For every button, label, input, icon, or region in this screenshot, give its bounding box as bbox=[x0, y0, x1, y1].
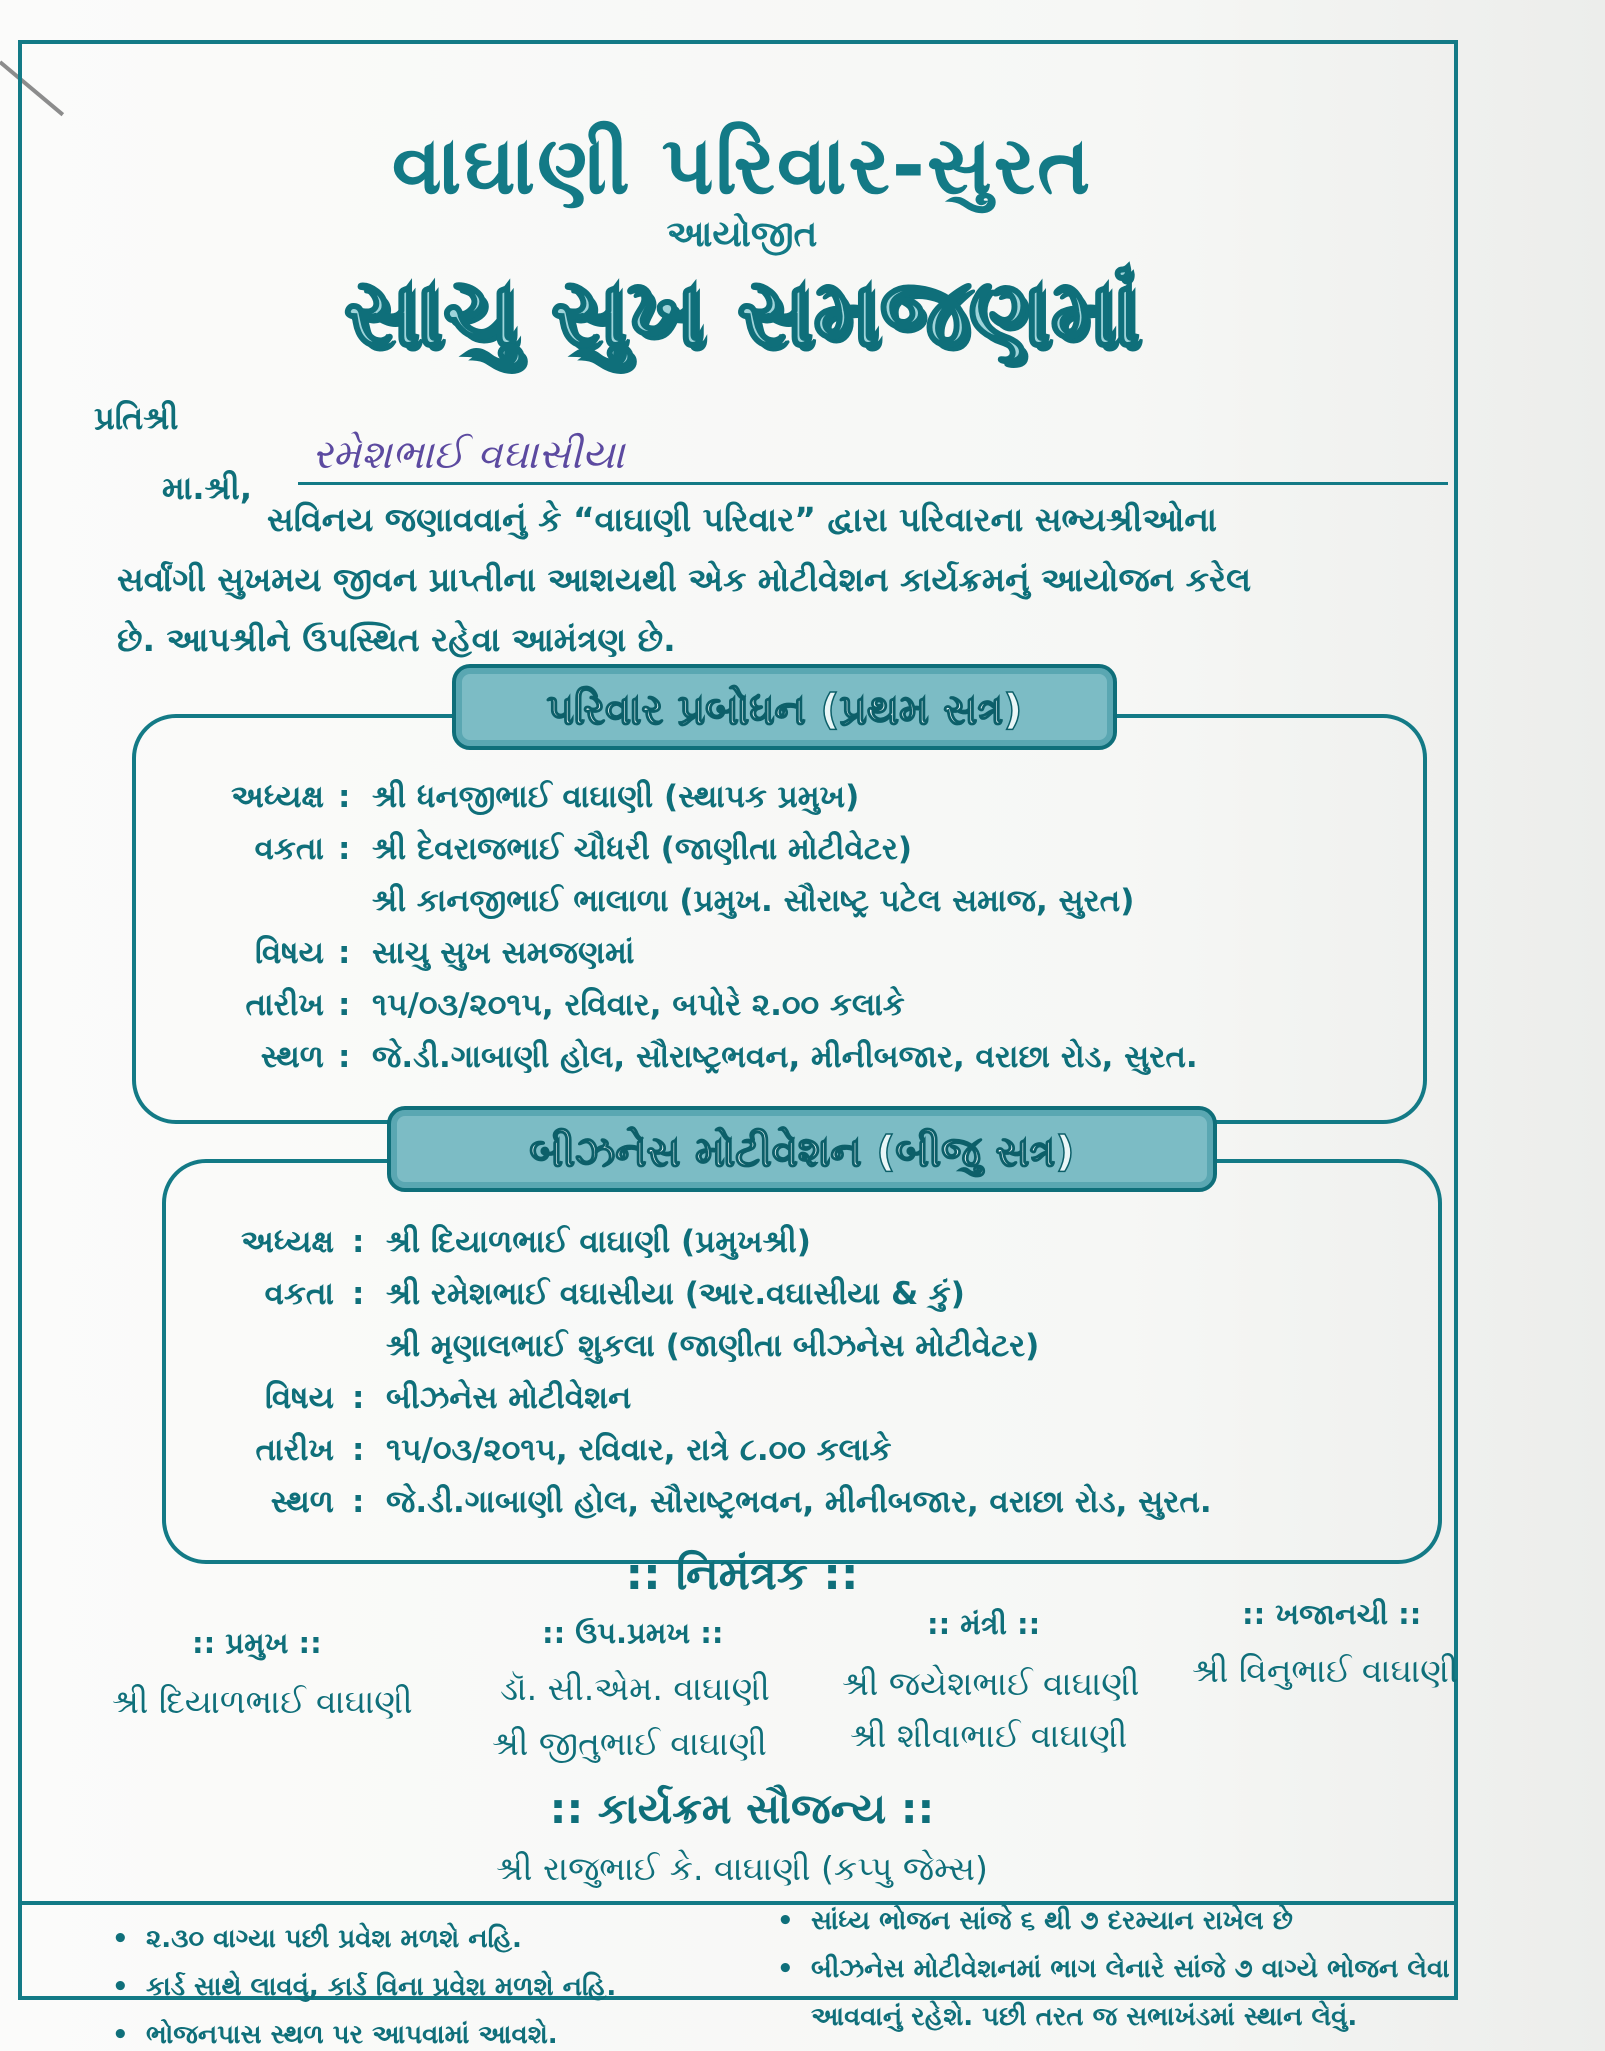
note-left-3 bbox=[112, 2020, 558, 2051]
row-value: જે.ડી.ગાબાણી હોલ, સૌરાષ્ટ્રભવન, મીનીબજાર, વરાછા રોડ, સુરત. bbox=[372, 1039, 1198, 1075]
row-colon: : bbox=[338, 831, 351, 867]
note-text: આવવાનું રહેશે. પછી તરત જ સભાખંડમાં સ્થાન લેવું. bbox=[811, 2002, 1358, 2032]
row-colon: : bbox=[352, 1432, 365, 1468]
note-left-1 bbox=[112, 1924, 522, 1955]
note-right-3 bbox=[811, 2002, 1357, 2033]
invitation-text bbox=[117, 490, 1457, 670]
president-name: શ્રી દિયાળભાઈ વાઘાણી bbox=[112, 1682, 413, 1721]
row-value: શ્રી દિયાળભાઈ વાઘાણી (પ્રમુખશ્રી) bbox=[386, 1224, 811, 1260]
note-text: બીઝનેસ મોટીવેશનમાં ભાગ લેનારે સાંજે ૭ વાગ્યે ભોજન લેવા bbox=[811, 1954, 1450, 1984]
row-label: સ્થળ bbox=[260, 1039, 324, 1075]
row-label: તારીખ bbox=[245, 987, 324, 1023]
row-label: વિષય bbox=[254, 935, 324, 971]
note-text: કાર્ડ સાથે લાવવું, કાર્ડ વિના પ્રવેશ મળશે નહિ. bbox=[146, 1972, 617, 2002]
note-text: ભોજનપાસ સ્થળ પર આપવામાં આવશે. bbox=[146, 2020, 558, 2050]
note-text: ૨.૩૦ વાગ્યા પછી પ્રવેશ મળશે નહિ. bbox=[146, 1924, 522, 1954]
row-colon: : bbox=[338, 935, 351, 971]
bullet: • bbox=[112, 1924, 129, 1954]
row-value: બીઝનેસ મોટીવેશન bbox=[386, 1380, 632, 1416]
row-colon: : bbox=[338, 987, 351, 1023]
row-label: વકતા bbox=[264, 1276, 334, 1312]
row-colon: : bbox=[352, 1276, 365, 1312]
row-colon: : bbox=[338, 779, 351, 815]
row-value: શ્રી રમેશભાઈ વઘાસીયા (આર.વઘાસીયા & કું) bbox=[386, 1276, 965, 1312]
row-label: સ્થળ bbox=[270, 1484, 334, 1520]
row-value: સાચુ સુખ સમજણમાં bbox=[372, 935, 635, 971]
row-colon: : bbox=[352, 1224, 365, 1260]
row-value: શ્રી કાનજીભાઈ ભાલાળા (પ્રમુખ. સૌરાષ્ટ્ર પટેલ સમાજ, સુરત) bbox=[372, 883, 1135, 919]
organizer-name: વાઘાણી પરિવાર-સુરત bbox=[391, 119, 1093, 212]
intro-line-1: સવિનય જણાવવાનું કે “વાઘાણી પરિવાર” દ્વારા પરિવારના સભ્યશ્રીઓના bbox=[267, 500, 1217, 539]
row-label: વકતા bbox=[254, 831, 324, 867]
bullet: • bbox=[777, 1906, 794, 1936]
note-right-2 bbox=[777, 1954, 1450, 1985]
row-label: તારીખ bbox=[255, 1432, 334, 1468]
organized-by-label: આયોજીત bbox=[666, 214, 818, 255]
row-label: વિષય bbox=[264, 1380, 334, 1416]
vice-president-1: ડૉ. સી.એમ. વાઘાણી bbox=[500, 1669, 770, 1708]
secretary-role: :: મંત્રી :: bbox=[927, 1607, 1041, 1641]
intro-line-3: છે. આપશ્રીને ઉપસ્થિત રહેવા આમંત્રણ છે. bbox=[117, 620, 676, 659]
row-value: શ્રી મૃણાલભાઈ શુકલા (જાણીતા બીઝનેસ મોટીવેટર) bbox=[386, 1328, 1040, 1364]
row-colon: : bbox=[338, 1039, 351, 1075]
intro-line-2: સર્વાંગી સુખમય જીવન પ્રાપ્તીના આશયથી એક મોટીવેશન કાર્યક્રમનું આયોજન કરેલ bbox=[117, 560, 1252, 599]
sponsor-name: શ્રી રાજુભાઈ કે. વાઘાણી (કપ્પુ જેમ્સ) bbox=[496, 1849, 988, 1888]
to-label: પ્રતિશ્રી bbox=[94, 399, 179, 437]
note-text: સાંધ્ય ભોજન સાંજે ૬ થી ૭ દરમ્યાન રાખેલ છે bbox=[811, 1906, 1293, 1936]
row-value: શ્રી દેવરાજભાઈ ચૌધરી (જાણીતા મોટીવેટર) bbox=[372, 831, 913, 867]
vice-president-2: શ્રી જીતુભાઈ વાઘાણી bbox=[492, 1724, 767, 1763]
sponsor-heading: :: કાર્યક્રમ સૌજન્ય :: bbox=[549, 1784, 935, 1833]
hosts-heading: :: નિમંત્રક :: bbox=[625, 1549, 859, 1600]
row-value: ૧૫/૦૩/૨૦૧૫, રવિવાર, બપોરે ૨.૦૦ કલાકે bbox=[372, 987, 905, 1023]
event-title: સાચુ સુખ સમજણમાં bbox=[343, 259, 1141, 368]
name-line bbox=[298, 482, 1448, 485]
secretary-1: શ્રી જયેશભાઈ વાઘાણી bbox=[842, 1664, 1140, 1703]
bullet: • bbox=[112, 1972, 129, 2002]
row-colon: : bbox=[352, 1380, 365, 1416]
notes-divider bbox=[22, 1901, 1458, 1905]
session-2-banner: બીઝનેસ મોટીવેશન (બીજુ સત્ર) bbox=[387, 1106, 1217, 1192]
handwritten-invitee-name: રમેશભાઈ વઘાસીયા bbox=[312, 432, 625, 478]
row-value: ૧૫/૦૩/૨૦૧૫, રવિવાર, રાત્રે ૮.૦૦ કલાકે bbox=[386, 1432, 892, 1468]
bullet: • bbox=[112, 2020, 129, 2050]
honorific-label: મા.શ્રી, bbox=[162, 469, 252, 507]
bullet: • bbox=[777, 1954, 794, 1984]
vice-president-role: :: ઉપ.પ્રમખ :: bbox=[542, 1616, 724, 1650]
secretary-2: શ્રી શીવાભાઈ વાઘાણી bbox=[850, 1716, 1128, 1755]
row-value: શ્રી ધનજીભાઈ વાઘાણી (સ્થાપક પ્રમુખ) bbox=[372, 779, 860, 815]
row-label: અધ્યક્ષ bbox=[231, 779, 324, 815]
note-left-2 bbox=[112, 1972, 616, 2003]
note-right-1 bbox=[777, 1906, 1293, 1937]
row-label: અધ્યક્ષ bbox=[241, 1224, 334, 1260]
session-1-banner: પરિવાર પ્રબોધન (પ્રથમ સત્ર) bbox=[452, 664, 1117, 750]
president-role: :: પ્રમુખ :: bbox=[192, 1626, 322, 1660]
row-value: જે.ડી.ગાબાણી હોલ, સૌરાષ્ટ્રભવન, મીનીબજાર, વરાછા રોડ, સુરત. bbox=[386, 1484, 1212, 1520]
invitation-card bbox=[18, 40, 1459, 2050]
row-colon: : bbox=[352, 1484, 365, 1520]
treasurer-role: :: ખજાનચી :: bbox=[1242, 1597, 1422, 1631]
treasurer-name: શ્રી વિનુભાઈ વાઘાણી bbox=[1192, 1651, 1459, 1690]
